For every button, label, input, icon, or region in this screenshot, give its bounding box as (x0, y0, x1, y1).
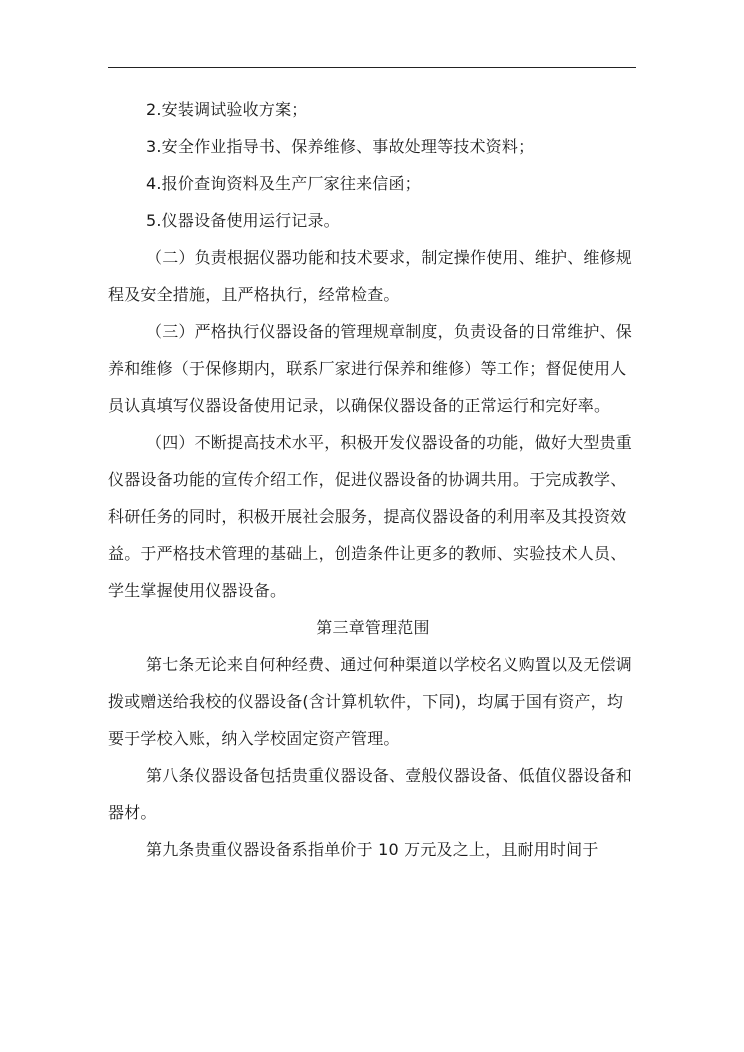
paragraph-duty-3: （三）严格执行仪器设备的管理规章制度，负责设备的日常维护、保养和维修（于保修期内，联系厂家进行保养和维修）等工作；督促使用人员认真填写仪器设备使用记录，以确保仪器设备的正常运行和完好率。 (108, 322, 633, 415)
paragraph-duty-2: （二）负责根据仪器功能和技术要求，制定操作使用、维护、维修规程及安全措施，且严格执行，经常检查。 (108, 248, 633, 304)
article-8: 第八条仪器设备包括贵重仪器设备、壹般仪器设备、低值仪器设备和器材。 (108, 766, 633, 822)
header-rule (108, 67, 636, 68)
article-7: 第七条无论来自何种经费、通过何种渠道以学校名义购置以及无偿调拨或赠送给我校的仪器设备(含计算机软件，下同)，均属于国有资产，均要于学校入账，纳入学校固定资产管理。 (108, 655, 633, 748)
chapter-heading: 第三章管理范围 (316, 618, 430, 637)
list-item-3: 3.安全作业指导书、保养维修、事故处理等技术资料； (146, 137, 535, 156)
paragraph-duty-4: （四）不断提高技术水平，积极开发仪器设备的功能，做好大型贵重仪器设备功能的宣传介绍工作，促进仪器设备的协调共用。于完成教学、科研任务的同时，积极开展社会服务，提高仪器设备的利用率及其投资效益。于严格技术管理的基础上，创造条件让更多的教师、实验技术人员、学生掌握使用仪器设备。 (108, 433, 633, 600)
list-item-2: 2.安装调试验收方案； (146, 100, 308, 119)
article-9: 第九条贵重仪器设备系指单价于 10 万元及之上，且耐用时间于 (146, 840, 599, 859)
list-item-5: 5.仪器设备使用运行记录。 (146, 211, 340, 230)
list-item-4: 4.报价查询资料及生产厂家往来信函； (146, 174, 421, 193)
document-body (108, 91, 638, 868)
